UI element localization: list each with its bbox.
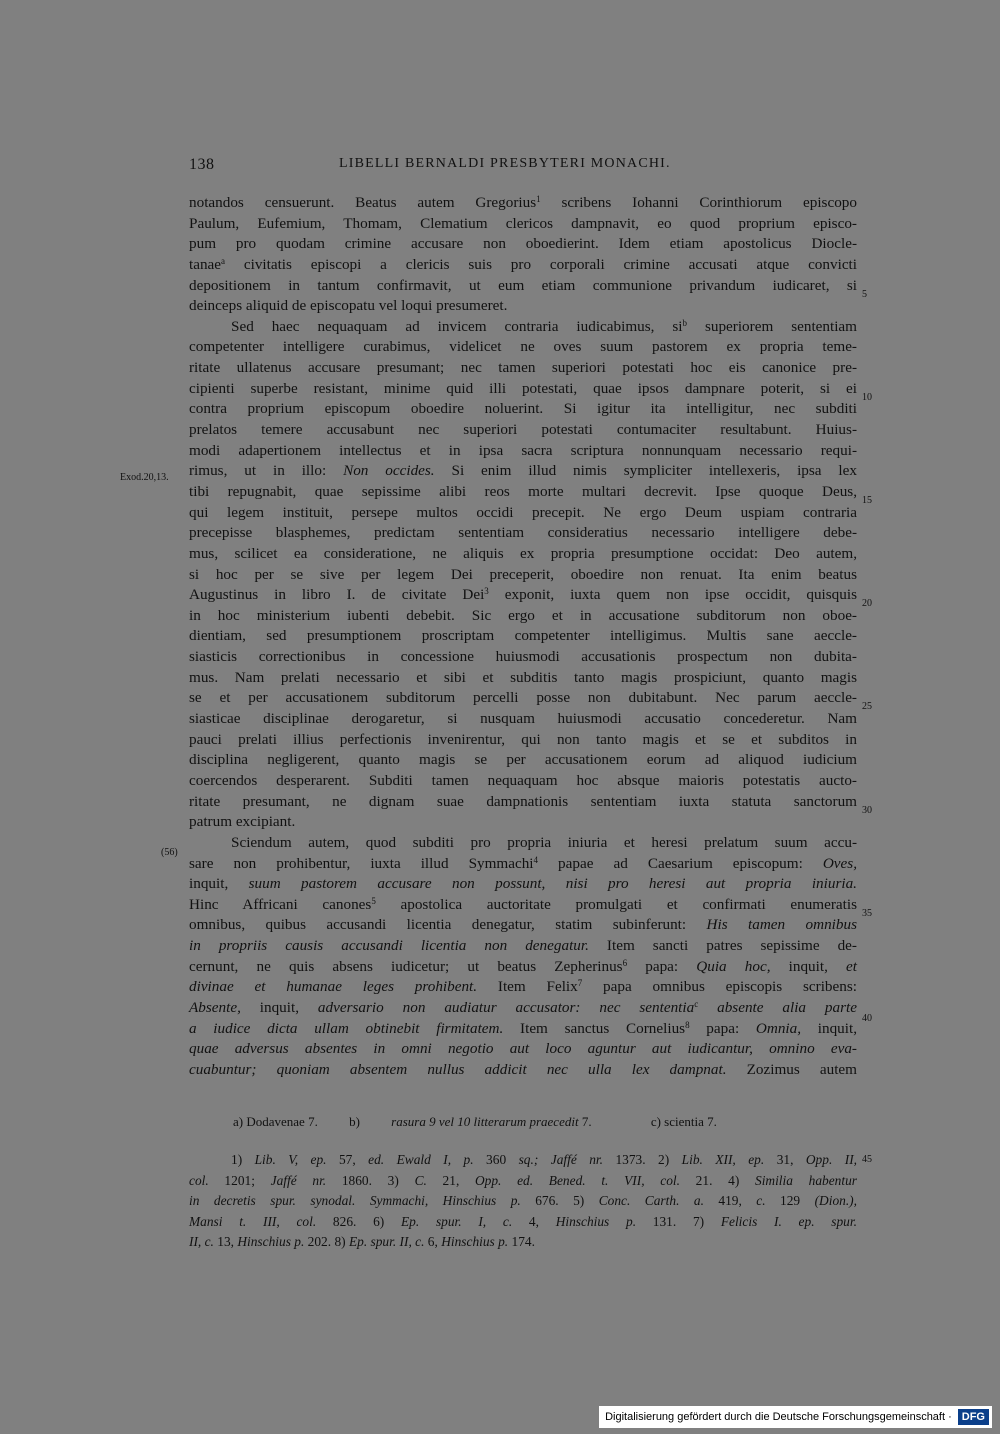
text-line: prelatos temere accusabunt nec superiori potestati contumaciter resultabunt. Huius- (189, 421, 857, 439)
text-line: in hoc ministerium iubenti debebit. Sic ergo et in accusatione subditorum non oboe- (189, 606, 857, 624)
text-line: dientiam, sed presumptionem proscriptam competenter intelligimus. Multis sane aeccle- (189, 627, 857, 645)
text-line: contra proprium episcopum oboedire noluerint. Si igitur ita intelligitur, nec subditi (189, 400, 857, 418)
text-line: omnibus, quibus accusandi licentia denegatur, statim subinferunt: His tamen omnibus (189, 916, 858, 934)
text-line: divinae et humanae leges prohibent. Item Felix$^7$ papa omnibus episcopis scribens: (189, 978, 857, 996)
dfg-logo-icon: DFG (958, 1409, 989, 1425)
text-line: precepisse blasphemes, predictam sententiam consideratius necessario intelligere debe- (189, 524, 857, 542)
text-line: mus. Nam prelati necessario et sibi et subditis tanto magis prospiciunt, quanto magis (189, 668, 857, 686)
text-line: pauci prelati illius perfectionis invenirentur, qui non tanto magis et se et subditos in (189, 730, 857, 748)
text-line: rimus, ut in illo: Non occides. Si enim illud nimis sympliciter intellexeris, ipsa lex (189, 462, 857, 480)
text-line: pum pro quodam crimine accusare non oboedierint. Idem etiam apostolicus Diocle- (189, 235, 857, 253)
text-line: depositionem in tantum confirmavit, ut eum etiam communione privandum iudicaret, si (189, 276, 857, 294)
text-line: tanae$^a$ civitatis episcopi a clericis suis pro corporali crimine accusati atque convicti (189, 255, 857, 273)
text-line: Hinc Affricani canones$^5$ apostolica auctoritate promulgati et confirmati enumeratis (189, 895, 858, 913)
line-number: 30 (862, 805, 872, 816)
text-line: modi adapertionem intellectus et in ipsa sacra scriptura nonnunquam necessario requi- (189, 441, 857, 459)
text-line: siasticae disciplinae derogaretur, si nusquam huiusmodi accusatio concederetur. Nam (189, 710, 857, 728)
text-line: siasticis correctionibus in concessione huiusmodi accusationis prospectum non dubita- (189, 648, 857, 666)
text-line: sare non prohibentur, iuxta illud Symmachi$^4$ papae ad Caesarium episcopum: Oves, (189, 854, 857, 872)
line-number: 5 (862, 289, 867, 300)
text-line: competenter intelligere curabimus, videlicet ne oves suum pastorem ex propria teme- (189, 338, 857, 356)
margin-citation: Exod.20,13. (120, 472, 169, 483)
critical-apparatus (233, 1114, 745, 1130)
footnote-line: II, c. 13, Hinschius p. 202. 8) Ep. spur. II, c. 6, Hinschius p. 174. (189, 1234, 535, 1249)
text-line: Absente, inquit, adversario non audiatur accusator: nec sententia$^c$ absente alia parte (189, 998, 857, 1016)
line-number: 20 (862, 598, 872, 609)
apparatus-note: c) scientia 7. (650, 1114, 717, 1129)
text-line: inquit, suum pastorem accusare non possunt, nisi pro heresi aut propria iniuria. (189, 875, 857, 893)
text-line: Paulum, Eufemium, Thomam, Clematium clericos dampnavit, eo quod proprium episco- (189, 214, 857, 232)
main-text (189, 193, 857, 1081)
footnote-line: 1) Lib. V, ep. 57, ed. Ewald I, p. 360 sq.; Jaffé nr. 1373. 2) Lib. XII, ep. 31, Opp. II, (231, 1152, 858, 1167)
footnote-line: Mansi t. III, col. 826. 6) Ep. spur. I, c. 4, Hinschius p. 131. 7) Felicis I. ep. spur. (189, 1213, 857, 1229)
text-line: quae adversus absentes in omni negotio aut loco aguntur aut iudicantur, omnino eva- (189, 1040, 857, 1058)
text-line: a iudice dicta ullam obtinebit firmitatem. Item sanctus Cornelius$^8$ papa: Omnia, inquit, (189, 1019, 857, 1037)
text-line: in propriis causis accusandi licentia non denegatur. Item sancti patres sepissime de- (189, 937, 857, 955)
footnote-line: col. 1201; Jaffé nr. 1860. 3) C. 21, Opp. ed. Bened. t. VII, col. 21. 4) Similia habentur (189, 1172, 858, 1188)
text-line: disciplina negligerent, quanto magis se per accusationem eorum ad aliquod iudicium (189, 751, 857, 769)
line-number: 40 (862, 1013, 872, 1024)
text-line: ritate ullatenus accusare presumant; nec tamen superiori potestati hoc eis canonice pre- (189, 359, 857, 377)
text-line: Sed haec nequaquam ad invicem contraria iudicabimus, $si^b$ superiorem sententiam (231, 317, 857, 335)
text-line: Sciendum autem, quod subditi pro propria iniuria et heresi prelatum suum accu- (231, 833, 857, 851)
text-line: patrum excipiant. (189, 813, 296, 831)
text-line: coercendos desperarent. Subditi tamen nequaquam hoc absque maioris potestatis aucto- (189, 771, 857, 789)
line-number: 45 (862, 1154, 872, 1165)
text-line: cipienti superbe resistant, minime quid illi potestati, quae ipsos dampnare poterit, si ei (189, 379, 857, 397)
paragraph-marker: (56) (161, 847, 178, 858)
text-line: notandos censuerunt. Beatus autem Gregorius$^1$ scribens Iohanni Corinthiorum episcopo (189, 194, 857, 211)
line-number: 35 (862, 908, 872, 919)
page-header (189, 156, 857, 184)
apparatus-note: b) rasura 9 vel 10 litterarum praecedit 7. (349, 1114, 592, 1129)
line-number: 15 (862, 495, 872, 506)
text-line: qui legem instituit, persepe multos occidi precepit. Ne ergo Deum uspiam contraria (189, 503, 857, 521)
funding-text: Digitalisierung gefördert durch die Deutsche Forschungsgemeinschaft · (605, 1411, 952, 1423)
text-line: se et per accusationem subditorum percelli posse non dubitabunt. Nec parum aeccle- (189, 689, 857, 707)
text-line: mus, scilicet ea consideratione, ne aliquis ex propria presumptione occidat: Deo autem, (189, 544, 857, 562)
apparatus-note: a) Dodavenae 7. (233, 1114, 318, 1129)
text-line: Augustinus in libro I. de civitate Dei$^3$ exponit, iuxta quem non ipse occidit, quisquis (189, 586, 858, 604)
footnotes (189, 1150, 857, 1253)
line-number: 10 (862, 392, 872, 403)
dfg-funding-banner[interactable] (599, 1406, 992, 1428)
text-line: ritate presumant, ne dignam suae dampnationis sententiam iuxta statuta sanctorum (189, 792, 857, 810)
text-line: deinceps aliquid de episcopatu vel loqui presumeret. (189, 297, 508, 315)
running-title: LIBELLI BERNALDI PRESBYTERI MONACHI. (339, 156, 671, 171)
line-number: 25 (862, 701, 872, 712)
text-line: cernunt, ne quis absens iudicetur; ut beatus Zepherinus$^6$ papa: Quia hoc, inquit, et (189, 957, 857, 975)
text-line: si hoc per se sive per legem Dei preceperit, oboedire non renuat. Ita enim beatus (189, 565, 857, 583)
page-number: 138 (189, 156, 215, 173)
footnote-line: in decretis spur. synodal. Symmachi, Hinschius p. 676. 5) Conc. Carth. a. 419, c. 129 (Dion.), (189, 1193, 857, 1208)
text-line: cuabuntur; quoniam absentem nullus addicit nec ulla lex dampnat. Zozimus autem (189, 1060, 857, 1078)
text-line: tibi repugnabit, quae sepissime alibi reos morte multari decrevit. Ipse quoque Deus, (189, 482, 857, 500)
